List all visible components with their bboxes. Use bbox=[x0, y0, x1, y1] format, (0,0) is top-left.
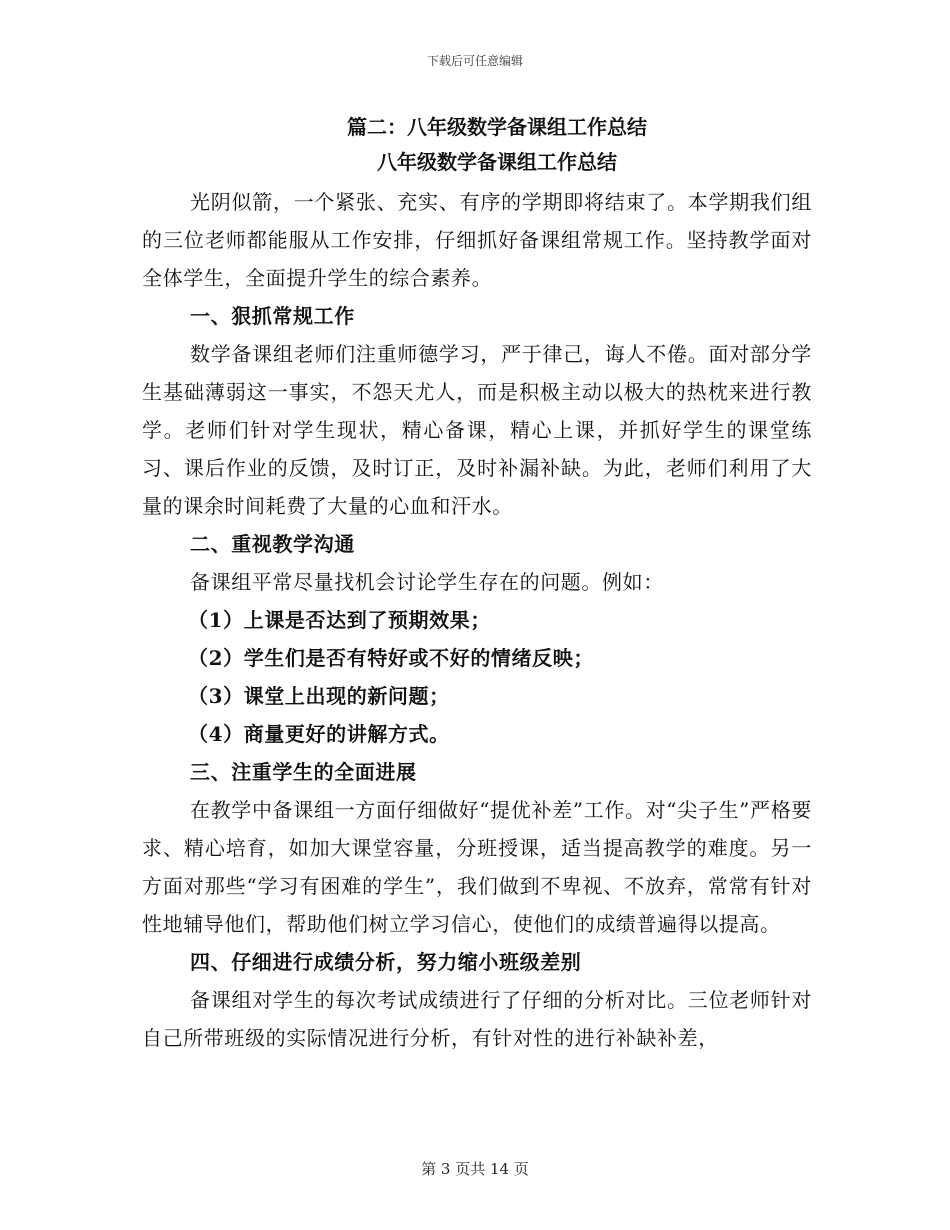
section-3-paragraph: 在教学中备课组一方面仔细做好“提优补差”工作。对“尖子生”严格要求、精心培育，如加大课堂容量，分班授课，适当提高教学的难度。另一方面对那些“学习有困难的学生”，我们做到不卑视、不放弃，常常有针对性地辅导他们，帮助他们树立学习信心，使他们的成绩普遍得以提高。 bbox=[142, 798, 812, 936]
section-1-heading: 一、狠抓常规工作 bbox=[190, 304, 355, 328]
section-3-heading: 三、注重学生的全面进展 bbox=[190, 760, 417, 784]
page-number-footer: 第 3 页共 14 页 bbox=[421, 1160, 529, 1178]
document-body bbox=[142, 114, 812, 1057]
list-item: （3）课堂上出现的新问题； bbox=[188, 684, 450, 708]
page-header-note: 下载后可任意编辑 bbox=[426, 54, 523, 68]
intro-paragraph: 光阴似箭，一个紧张、充实、有序的学期即将结束了。本学期我们组的三位老师都能服从工作安排，仔细抓好备课组常规工作。坚持教学面对全体学生，全面提升学生的综合素养。 bbox=[142, 190, 812, 290]
section-2-paragraph: 备课组平常尽量找机会讨论学生存在的问题。例如： bbox=[190, 570, 664, 594]
document-title: 篇二：八年级数学备课组工作总结 bbox=[347, 115, 647, 139]
section-4-paragraph: 备课组对学生的每次考试成绩进行了仔细的分析对比。三位老师针对自己所带班级的实际情况进行分析，有针对性的进行补缺补差， bbox=[142, 988, 812, 1050]
section-4-heading: 四、仔细进行成绩分析，努力缩小班级差别 bbox=[190, 950, 582, 974]
document-subtitle: 八年级数学备课组工作总结 bbox=[377, 150, 617, 174]
list-item: （4）商量更好的讲解方式。 bbox=[188, 722, 450, 746]
list-item: （2）学生们是否有特好或不好的情绪反映； bbox=[188, 646, 594, 670]
section-2-heading: 二、重视教学沟通 bbox=[190, 532, 355, 556]
section-1-paragraph: 数学备课组老师们注重师德学习，严于律己，诲人不倦。面对部分学生基础薄弱这一事实，不怨天尤人，而是积极主动以极大的热枕来进行教学。老师们针对学生现状，精心备课，精心上课，并抓好学生的课堂练习、课后作业的反馈，及时订正，及时补漏补缺。为此，老师们利用了大量的课余时间耗费了大量的心血和汗水。 bbox=[142, 342, 812, 518]
list-item: （1）上课是否达到了预期效果； bbox=[188, 608, 491, 632]
